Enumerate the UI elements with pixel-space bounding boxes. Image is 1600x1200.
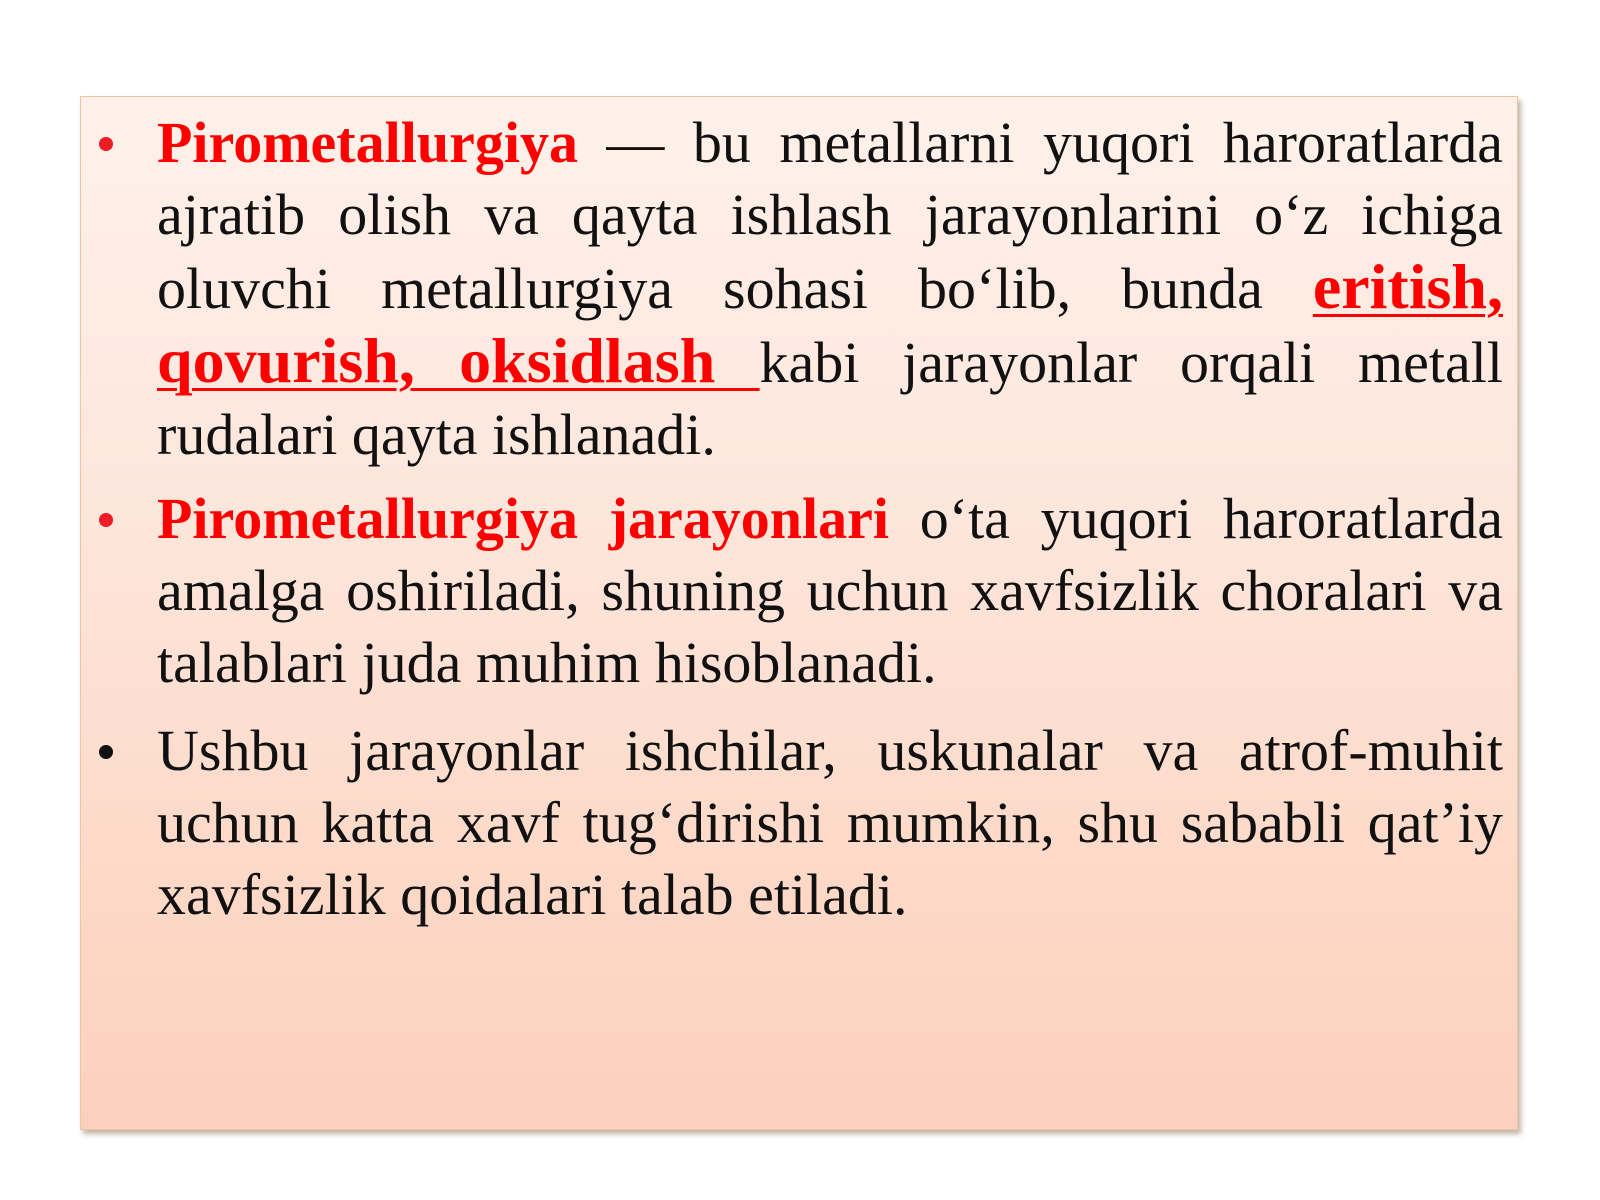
bullet-dot-icon xyxy=(99,513,113,527)
bullet-text: kabi jarayonlar orqali metall rudalari qayta ishlanadi. xyxy=(157,330,1503,467)
bullet-item-3 xyxy=(157,715,1503,931)
bullet-text: Ushbu jarayonlar ishchilar, uskunalar va atrof-muhit uchun katta xavf tug‘dirishi mumkin, shu sababli qat’iy xavfsizlik qoidalari talab etiladi. xyxy=(157,718,1503,927)
bullet-emphasis: eritish, qovurish, oksidlash xyxy=(157,251,1503,396)
bullet-item-1 xyxy=(157,107,1503,471)
bullet-item-2 xyxy=(157,483,1503,699)
bullet-dot-icon xyxy=(99,745,113,759)
bullet-text: — bu metallarni yuqori haroratlarda ajratib olish va qayta ishlash jarayonlarini o‘z ichiga oluvchi metallurgiya sohasi bo‘lib, bunda xyxy=(157,110,1503,321)
bullet-term: Pirometallurgiya jarayonlari xyxy=(157,486,889,551)
content-box xyxy=(80,96,1518,1130)
bullet-dot-icon xyxy=(99,137,113,151)
bullet-list xyxy=(157,107,1503,931)
bullet-term: Pirometallurgiya xyxy=(157,110,578,175)
bullet-text: o‘ta yuqori haroratlarda amalga oshiriladi, shuning uchun xavfsizlik choralari va talablari juda muhim hisoblanadi. xyxy=(157,486,1503,695)
